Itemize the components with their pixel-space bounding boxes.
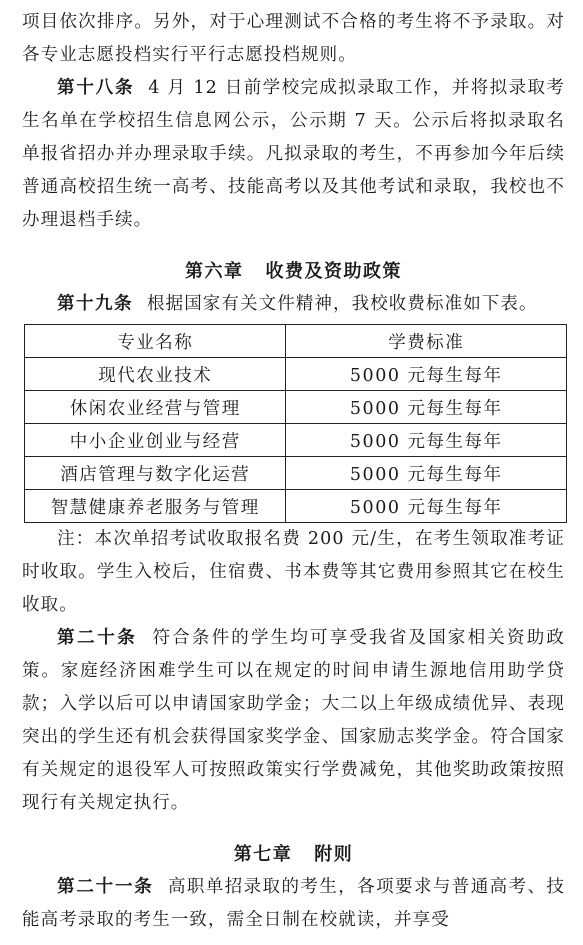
- table-row: [25, 358, 567, 391]
- article-text: 4 月 12 日前学校完成拟录取工作，并将拟录取考生名单在学校招生信息网公示，公示期 7 天。公示后将拟录取名单报省招办并办理录取手续。凡拟录取的考生，不再参加今年后续普通高校招生统一高考、技能高考以及其他考试和录取，我校也不办理退档手续。: [22, 78, 565, 230]
- article-text: 根据国家有关文件精神，我校收费标准如下表。: [147, 294, 538, 314]
- cell-major: 休闲农业经营与管理: [25, 391, 286, 424]
- column-header-tuition: 学费标准: [286, 325, 567, 358]
- chapter-number: 第六章: [185, 261, 244, 282]
- column-header-major: 专业名称: [25, 325, 286, 358]
- chapter-7-heading: [22, 838, 565, 871]
- chapter-title: 收费及资助政策: [265, 261, 402, 282]
- article-21: [22, 871, 565, 937]
- cell-major: 现代农业技术: [25, 358, 286, 391]
- article-label: 第二十条: [57, 628, 138, 648]
- fee-note: [22, 523, 565, 622]
- cell-major: 智慧健康养老服务与管理: [25, 490, 286, 523]
- chapter-title: 附则: [314, 844, 354, 865]
- paragraph-continued: [22, 6, 565, 72]
- table-row: [25, 391, 567, 424]
- article-19: [22, 288, 565, 321]
- cell-tuition: 5000 元每生每年: [286, 391, 567, 424]
- note-text: 注：本次单招考试收取报名费 200 元/生，在考生领取准考证时收取。学生入校后，住宿费、书本费等其它费用参照其它在校生收取。: [22, 529, 565, 615]
- table-header-row: [25, 325, 567, 358]
- paragraph-text: 项目依次排序。另外，对于心理测试不合格的考生将不予录取。对各专业志愿投档实行平行志愿投档规则。: [22, 12, 565, 65]
- article-label: 第十九条: [57, 294, 133, 314]
- cell-tuition: 5000 元每生每年: [286, 457, 567, 490]
- table-row: [25, 457, 567, 490]
- cell-major: 中小企业创业与经营: [25, 424, 286, 457]
- fee-table: [24, 324, 567, 523]
- chapter-number: 第七章: [233, 844, 293, 865]
- cell-major: 酒店管理与数字化运营: [25, 457, 286, 490]
- article-20: [22, 622, 565, 820]
- article-label: 第十八条: [57, 78, 135, 98]
- cell-tuition: 5000 元每生每年: [286, 424, 567, 457]
- cell-tuition: 5000 元每生每年: [286, 358, 567, 391]
- cell-tuition: 5000 元每生每年: [286, 490, 567, 523]
- table-row: [25, 490, 567, 523]
- chapter-6-heading: [22, 255, 565, 288]
- table-row: [25, 424, 567, 457]
- article-label: 第二十一条: [57, 877, 154, 897]
- article-text: 高职单招录取的考生，各项要求与普通高考、技能高考录取的考生一致，需全日制在校就读，并享受: [22, 877, 566, 930]
- article-18: [22, 72, 565, 237]
- article-text: 符合条件的学生均可享受我省及国家相关资助政策。家庭经济困难学生可以在规定的时间申请生源地信用助学贷款；入学以后可以申请国家助学金；大二以上年级成绩优异、表现突出的学生还有机会获得国家奖学金、国家励志奖学金。符合国家有关规定的退役军人可按照政策实行学费减免，其他奖助政策按照现行有关规定执行。: [22, 628, 565, 813]
